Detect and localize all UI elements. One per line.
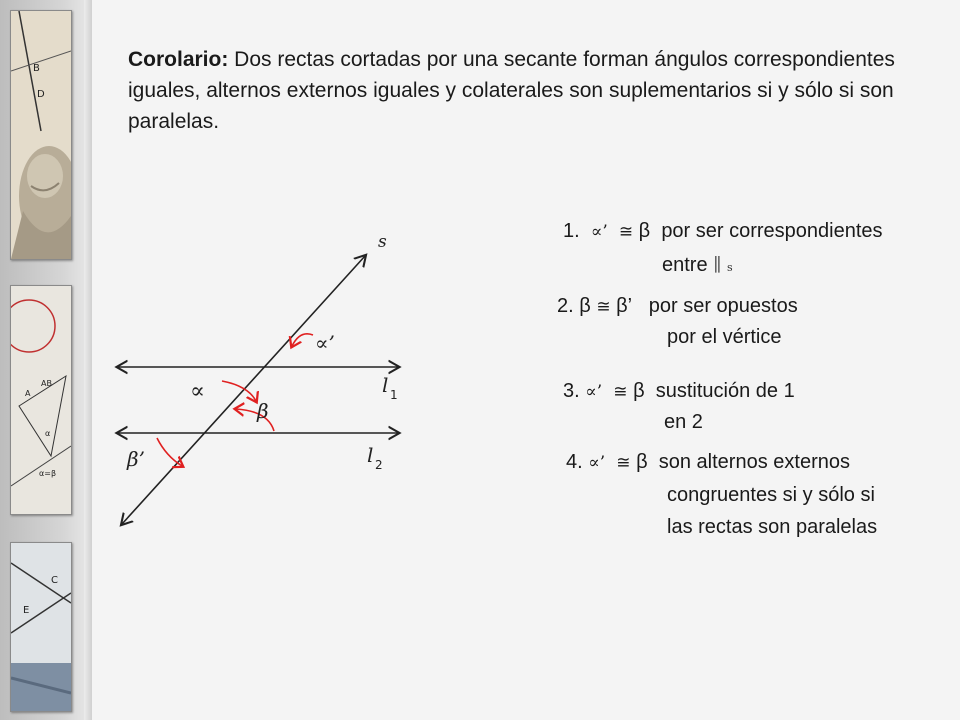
svg-text:AB: AB bbox=[41, 379, 52, 388]
label-beta-prime: β’ bbox=[127, 447, 145, 471]
svg-text:α=β: α=β bbox=[39, 469, 57, 478]
label-alpha: ∝ bbox=[190, 379, 205, 404]
step-3-reason: sustitución de 1 bbox=[655, 380, 795, 402]
congruent-symbol: ≅ bbox=[618, 222, 634, 242]
label-l2: l bbox=[367, 443, 374, 467]
svg-text:E: E bbox=[23, 605, 30, 616]
congruent-symbol: ≅ bbox=[616, 453, 631, 473]
svg-text:A: A bbox=[25, 389, 31, 398]
svg-text:D: D bbox=[37, 89, 45, 100]
label-alpha-prime: ∝’ bbox=[315, 331, 335, 355]
step-2-number: 2. β bbox=[557, 295, 591, 317]
step-4-lhs: ∝’ bbox=[588, 453, 606, 473]
parallel-symbol: ∥ bbox=[713, 255, 722, 276]
label-l1: l bbox=[382, 373, 389, 397]
arc-alpha bbox=[222, 381, 256, 401]
svg-text:α: α bbox=[45, 429, 51, 438]
congruent-symbol: ≅ bbox=[613, 382, 628, 402]
svg-text:C: C bbox=[51, 575, 58, 586]
step-4-cont2-text: las rectas son paralelas bbox=[667, 516, 878, 538]
step-4-rhs: β bbox=[636, 451, 648, 473]
congruent-symbol: ≅ bbox=[596, 297, 611, 317]
label-l1-subscript: 1 bbox=[390, 388, 398, 402]
step-1-reason: por ser correspondientes bbox=[661, 220, 883, 242]
secant-s-small: s bbox=[727, 261, 733, 274]
step-1-cont-text: entre bbox=[662, 254, 708, 276]
step-3-rhs: β bbox=[633, 380, 645, 402]
step-3-lhs: ∝’ bbox=[585, 382, 603, 402]
secant-line-s bbox=[122, 256, 365, 524]
corollary-text: Dos rectas cortadas por una secante forman ángulos correspondientes iguales, alternos externos iguales y colaterales son suplementarios si y sólo si son paralelas. bbox=[128, 48, 895, 133]
step-1-rhs: β bbox=[638, 220, 651, 242]
label-l2-subscript: 2 bbox=[375, 458, 383, 472]
step-3-number: 3. bbox=[563, 380, 580, 402]
arc-alpha-prime bbox=[292, 334, 313, 346]
step-4-reason: son alternos externos bbox=[658, 451, 850, 473]
label-beta: β bbox=[257, 399, 269, 423]
step-4-cont-text: congruentes si y sólo si bbox=[667, 484, 875, 506]
svg-text:B: B bbox=[33, 63, 40, 74]
step-2-rhs: β’ bbox=[616, 295, 633, 317]
corollary-heading: Corolario: bbox=[128, 48, 229, 71]
step-1-lhs: ∝’ bbox=[590, 222, 608, 242]
step-4-number: 4. bbox=[566, 451, 583, 473]
step-3-cont-text: en 2 bbox=[664, 411, 703, 433]
step-2-cont-text: por el vértice bbox=[667, 326, 782, 348]
label-s: s bbox=[378, 232, 387, 252]
step-1-number: 1. bbox=[563, 220, 580, 242]
step-2-reason: por ser opuestos bbox=[648, 295, 798, 317]
